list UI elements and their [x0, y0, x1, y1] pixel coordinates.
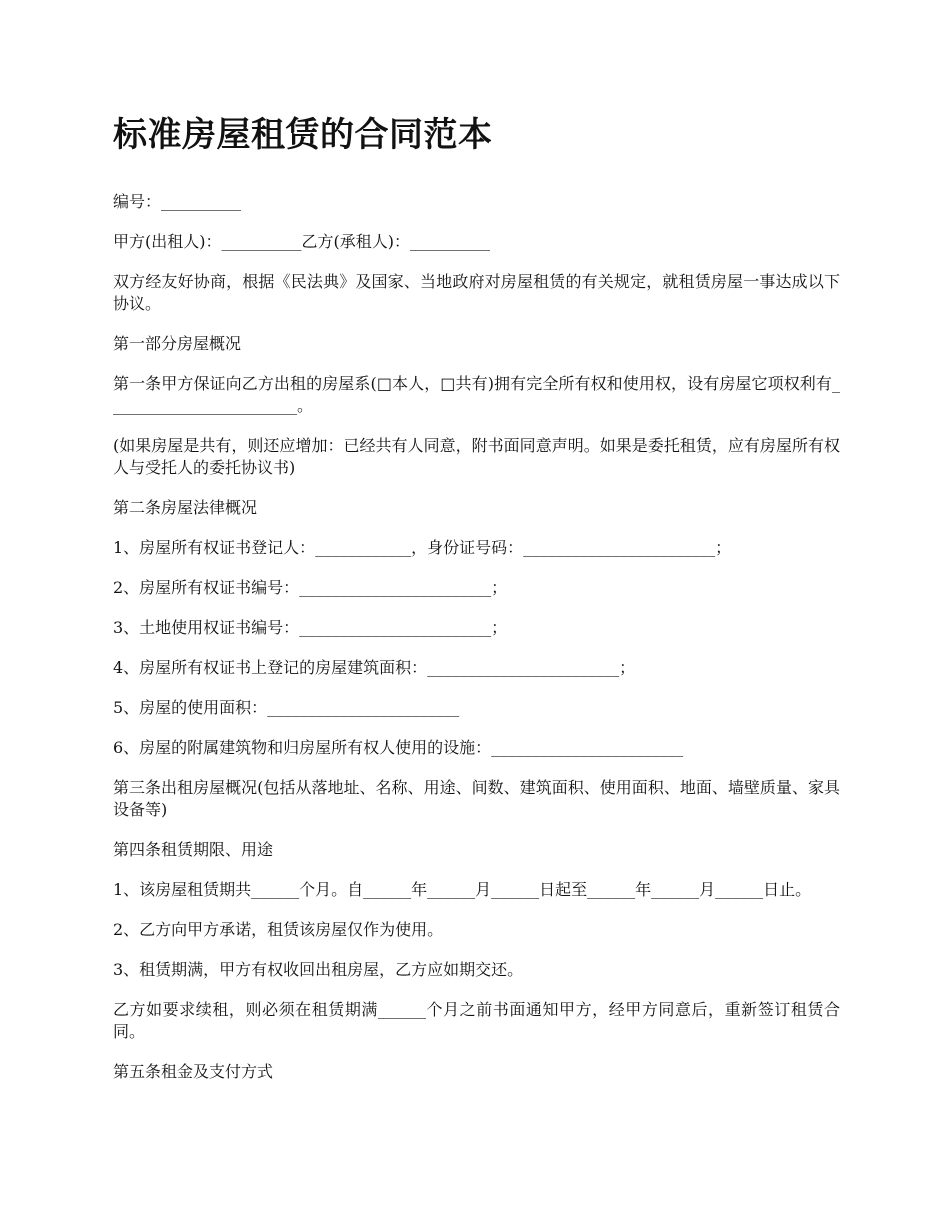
agreement-intro: 双方经友好协商，根据《民法典》及国家、当地政府对房屋租赁的有关规定，就租赁房屋一事达成以下协议。: [113, 272, 840, 313]
ancillary-facilities-line: 6、房屋的附属建筑物和归房屋所有权人使用的设施：________________________: [113, 738, 684, 757]
land-cert-number-line: 3、土地使用权证书编号：________________________；: [113, 618, 508, 637]
property-registrant-line: 1、房屋所有权证书登记人：____________，身份证号码：________________________；: [113, 538, 732, 557]
lease-purpose-line: 2、乙方向甲方承诺，租赁该房屋仅作为使用。: [113, 920, 444, 939]
renewal-line: 乙方如要求续租，则必须在租赁期满______个月之前书面通知甲方，经甲方同意后，重新签订租赁合同。: [113, 1000, 840, 1041]
parties-line: 甲方(出租人)：__________乙方(承租人)：__________: [113, 232, 490, 251]
ownership-cert-number-line: 2、房屋所有权证书编号：________________________；: [113, 578, 508, 597]
co-ownership-note: (如果房屋是共有，则还应增加：已经共有人同意，附书面同意声明。如果是委托租赁，应有房屋所有权人与受托人的委托协议书): [113, 436, 840, 477]
article-four-heading: 第四条租赁期限、用途: [113, 840, 274, 859]
article-three: 第三条出租房屋概况(包括从落地址、名称、用途、间数、建筑面积、使用面积、地面、墙壁质量、家具设备等): [113, 778, 840, 819]
article-five-heading: 第五条租金及支付方式: [113, 1062, 274, 1081]
lease-expiry-line: 3、租赁期满，甲方有权收回出租房屋，乙方应如期交还。: [113, 960, 524, 979]
contract-number-line: 编号：__________: [113, 192, 242, 211]
article-two-heading: 第二条房屋法律概况: [113, 498, 258, 517]
document-title: 标准房屋租赁的合同范本: [113, 115, 493, 155]
section-heading-part-one: 第一部分房屋概况: [113, 334, 242, 353]
lease-term-line: 1、该房屋租赁期共______个月。自______年______月______日起至______年______月______日止。: [113, 880, 812, 899]
article-one: 第一条甲方保证向乙方出租的房屋系(□本人，□共有)拥有完全所有权和使用权，设有房屋它项权利有________________________。: [113, 374, 840, 415]
building-area-line: 4、房屋所有权证书上登记的房屋建筑面积：________________________；: [113, 658, 636, 677]
usable-area-line: 5、房屋的使用面积：________________________: [113, 698, 460, 717]
